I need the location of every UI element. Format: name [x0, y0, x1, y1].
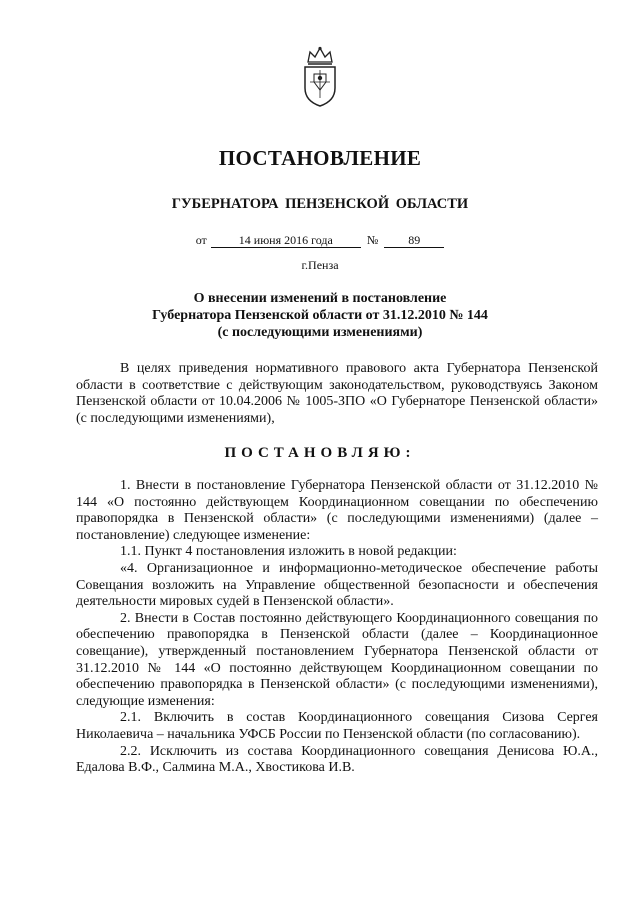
paragraph-2-2: 2.2. Исключить из состава Координационного совещания Денисова Ю.А., Едалова В.Ф., Салмина М.А., Хвостикова И.В. [76, 743, 598, 776]
decree-word: ПОСТАНОВЛЯЮ: [224, 445, 416, 461]
paragraph-1-1: 1.1. Пункт 4 постановления изложить в новой редакции: [120, 544, 457, 560]
heading-line: (с последующими изменениями) [217, 325, 423, 340]
paragraph-2: 2. Внести в Состав постоянно действующего Координационного совещания по обеспечению правопорядка в Пензенской области (далее – Координационное совещание), утвержденный постановлением Губернатора Пензенской области от 31.12.2010 № 144 «О постоянно действующем Координационном совещании по обеспечению правопорядка в Пензенской области» (с последующими изменениями), следующие изменения: [76, 610, 598, 709]
preamble-paragraph: В целях приведения нормативного правового акта Губернатора Пензенской области в соответствие с действующим законодательством, руководствуясь Законом Пензенской области от 10.04.2006 № 1005-ЗПО «О Губернаторе Пензенской области» (с последующими изменениями), [76, 361, 598, 426]
preamble [76, 361, 598, 427]
decree-items [76, 478, 598, 777]
date-field: 14 июня 2016 года [211, 233, 361, 248]
number-prefix: № [366, 233, 379, 247]
city-label: г.Пенза [301, 258, 339, 272]
heading-line: О внесении изменений в постановление [193, 291, 447, 306]
paragraph-2-1: 2.1. Включить в состав Координационного совещания Сизова Сергея Николаевича – начальника УФСБ России по Пензенской области (по согласованию). [76, 710, 598, 742]
date-prefix: от [195, 233, 207, 247]
paragraph-quote-4: «4. Организационное и информационно-методическое обеспечение работы Совещания возложить на Управление общественной безопасности и обеспечения деятельности мировых судей в Пензенской области». [76, 560, 598, 610]
paragraph-1: 1. Внести в постановление Губернатора Пензенской области от 31.12.2010 № 144 «О постоянно действующем Координационном совещании по обеспечению правопорядка в Пензенской области» (с последующими изменениями) (далее – постановление) следующее изменение: [76, 478, 598, 543]
heading-line: Губернатора Пензенской области от 31.12.2010 № 144 [152, 308, 488, 323]
date-number-line [0, 233, 640, 248]
document-title: ПОСТАНОВЛЕНИЕ [218, 146, 422, 170]
document-issuer: ГУБЕРНАТОРА ПЕНЗЕНСКОЙ ОБЛАСТИ [171, 196, 469, 212]
document-heading [0, 290, 640, 341]
coat-of-arms-icon [300, 46, 340, 108]
number-field: 89 [384, 233, 444, 248]
